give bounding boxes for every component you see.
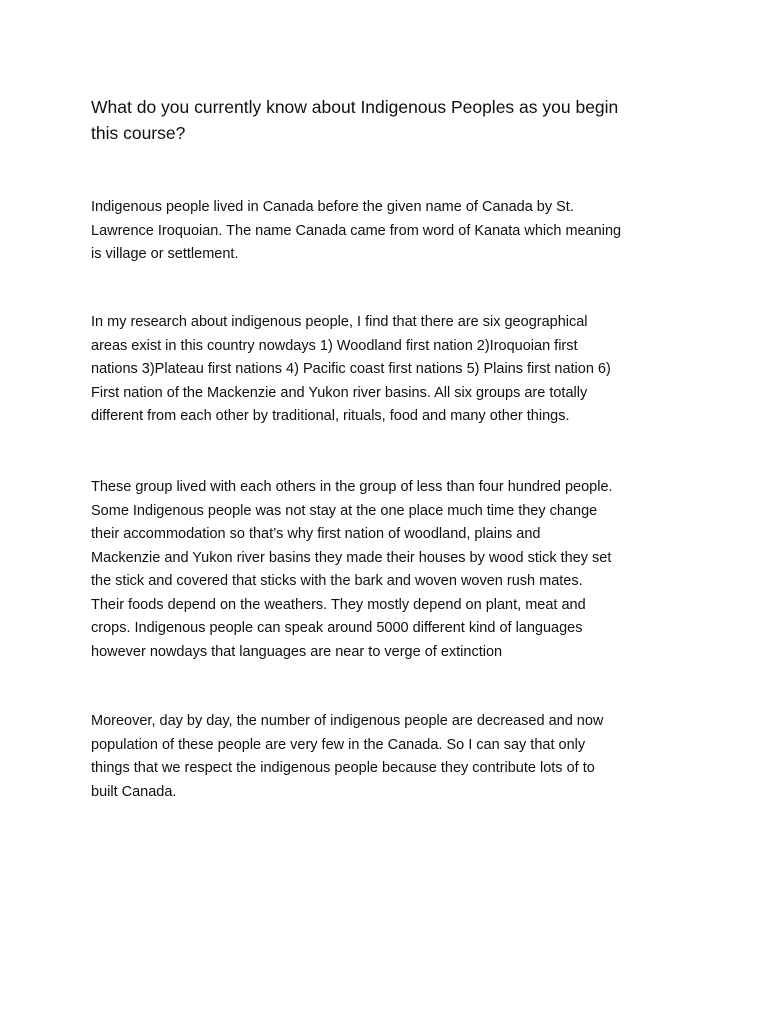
question-heading: [91, 94, 691, 146]
paragraph-lifestyle: [91, 476, 691, 664]
paragraph-line: however nowdays that languages are near to verge of extinction: [91, 643, 503, 660]
paragraph-canada-name: [91, 196, 691, 267]
paragraph-line: the stick and covered that sticks with the bark and woven woven rush mates.: [91, 573, 583, 589]
paragraph-line: Their foods depend on the weathers. They mostly depend on plant, meat and: [91, 596, 586, 613]
paragraph-line: Indigenous people lived in Canada before the given name of Canada by St.: [91, 199, 574, 215]
paragraph-line: Some Indigenous people was not stay at the one place much time they change: [91, 502, 598, 519]
paragraph-geographical-areas: [91, 311, 691, 429]
paragraph-line: built Canada.: [91, 783, 177, 800]
paragraph-line: Mackenzie and Yukon river basins they made their houses by wood stick they set: [91, 549, 612, 566]
paragraph-line: Lawrence Iroquoian. The name Canada came from word of Kanata which meaning: [91, 222, 622, 239]
question-line: this course?: [91, 123, 186, 143]
paragraph-conclusion: [91, 710, 691, 804]
question-line: What do you currently know about Indigenous Peoples as you begin: [91, 97, 619, 117]
paragraph-line: Moreover, day by day, the number of indigenous people are decreased and now: [91, 713, 604, 729]
paragraph-line: areas exist in this country nowdays 1) Woodland first nation 2)Iroquoian first: [91, 337, 578, 354]
paragraph-line: These group lived with each others in the group of less than four hundred people.: [91, 479, 613, 495]
paragraph-line: different from each other by traditional, rituals, food and many other things.: [91, 408, 570, 424]
paragraph-line: their accommodation so that’s why first nation of woodland, plains and: [91, 526, 541, 542]
paragraph-line: In my research about indigenous people, I find that there are six geographical: [91, 314, 588, 330]
paragraph-line: population of these people are very few in the Canada. So I can say that only: [91, 736, 586, 753]
paragraph-line: is village or settlement.: [91, 246, 239, 262]
paragraph-line: nations 3)Plateau first nations 4) Pacific coast first nations 5) Plains first nation 6): [91, 361, 611, 377]
paragraph-line: things that we respect the indigenous people because they contribute lots of to: [91, 760, 595, 776]
paragraph-line: First nation of the Mackenzie and Yukon river basins. All six groups are totally: [91, 384, 588, 401]
paragraph-line: crops. Indigenous people can speak around 5000 different kind of languages: [91, 620, 583, 636]
